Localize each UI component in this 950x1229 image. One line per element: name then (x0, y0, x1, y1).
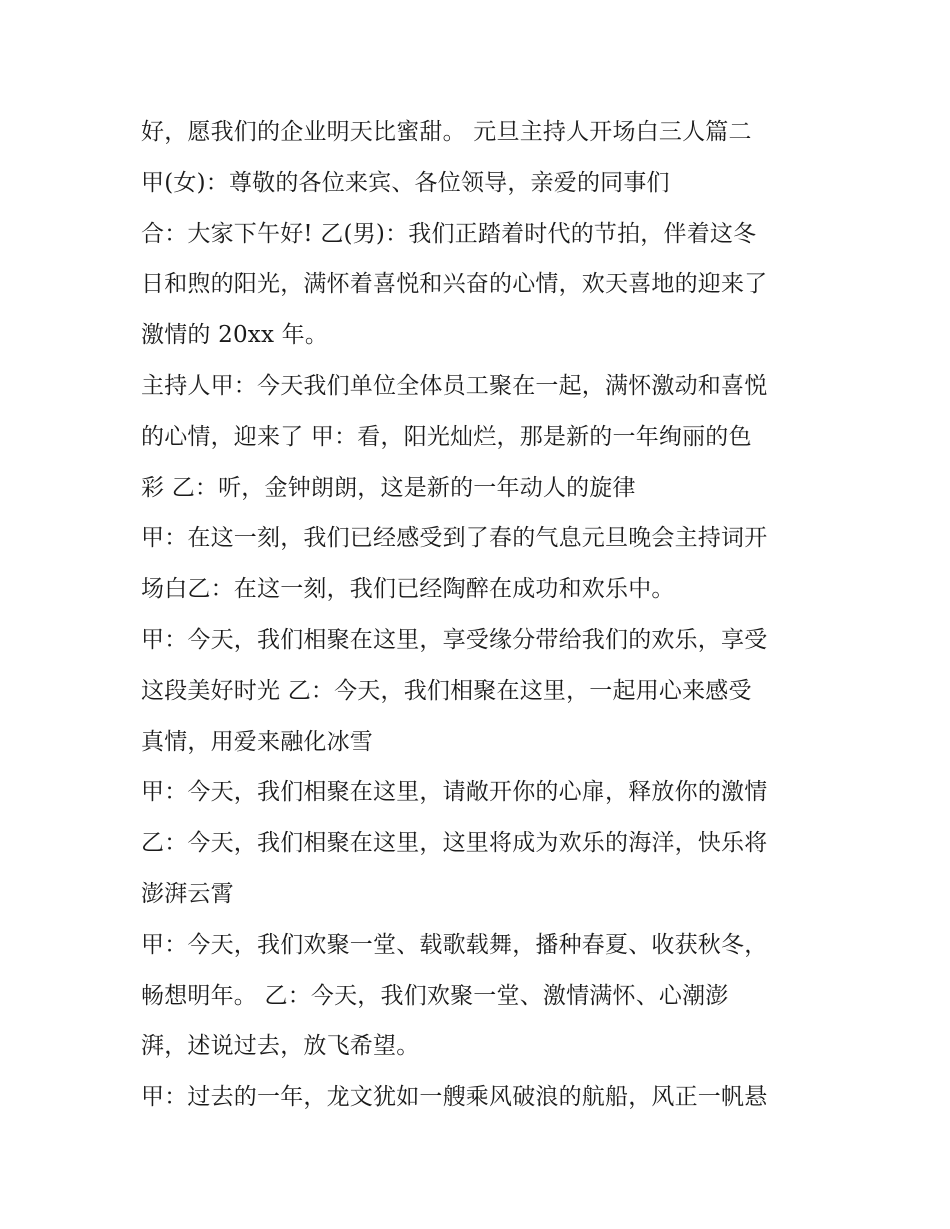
document-text-body (141, 107, 841, 1123)
text-line-20: 甲：过去的一年，龙文犹如一艘乘风破浪的航船，风正一帆悬 (141, 1084, 768, 1111)
text-line-8: 彩 乙：听，金钟朗朗，这是新的一年动人的旋律 (141, 474, 636, 501)
text-line-14: 甲：今天，我们相聚在这里，请敞开你的心扉，释放你的激情 (141, 779, 768, 806)
text-line-6: 主持人甲：今天我们单位全体员工聚在一起，满怀激动和喜悦 (141, 372, 768, 399)
text-line-1: 好，愿我们的企业明天比蜜甜。 元旦主持人开场白三人篇二 (141, 119, 752, 145)
text-line-9: 甲：在这一刻，我们已经感受到了春的气息元旦晚会主持词开 (141, 525, 768, 552)
text-line-19: 湃，述说过去，放飞希望。 (141, 1033, 420, 1060)
text-line-7: 的心情，迎来了 甲：看，阳光灿烂，那是新的一年绚丽的色 (141, 423, 752, 450)
text-line-12: 这段美好时光 乙：今天，我们相聚在这里，一起用心来感受 (141, 677, 752, 704)
text-line-3: 合：大家下午好! 乙(男)：我们正踏着时代的节拍，伴着这冬 (141, 220, 757, 247)
text-line-17: 甲：今天，我们欢聚一堂、载歌载舞，播种春夏、收获秋冬， (141, 931, 768, 958)
text-line-10: 场白乙：在这一刻，我们已经陶醉在成功和欢乐中。 (141, 576, 675, 603)
text-line-4: 日和煦的阳光，满怀着喜悦和兴奋的心情，欢天喜地的迎来了 (141, 271, 768, 298)
text-line-18: 畅想明年。 乙：今天，我们欢聚一堂、激情满怀、心潮澎 (141, 982, 729, 1009)
text-line-13: 真情，用爱来融化冰雪 (141, 728, 373, 755)
text-line-5: 激情的 20xx 年。 (141, 322, 329, 349)
text-line-16: 澎湃云霄 (141, 880, 234, 907)
text-line-15: 乙：今天，我们相聚在这里，这里将成为欢乐的海洋，快乐将 (141, 830, 768, 857)
text-line-2: 甲(女)：尊敬的各位来宾、各位领导，亲爱的同事们 (141, 169, 670, 196)
text-line-11: 甲：今天，我们相聚在这里，享受缘分带给我们的欢乐，享受 (141, 626, 768, 653)
